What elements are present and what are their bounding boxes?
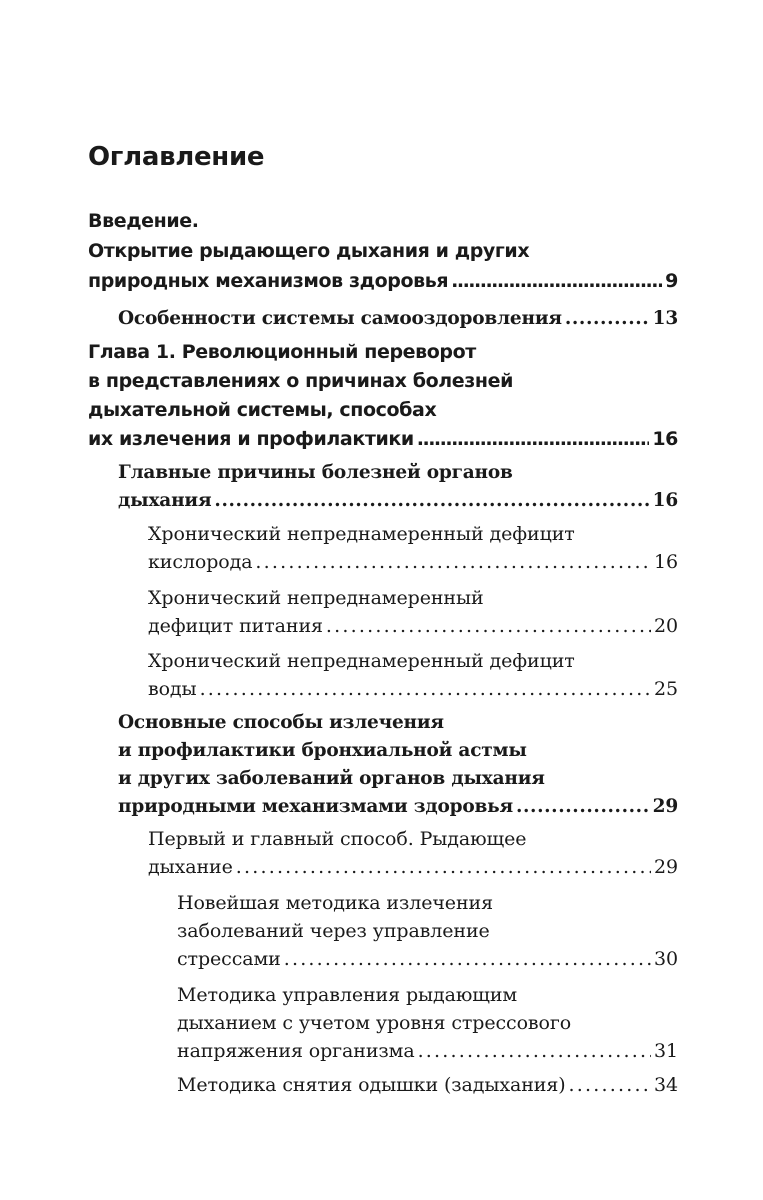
- toc-entry-line: стрессами: [177, 948, 281, 970]
- toc-entry-leader-line: [148, 852, 678, 882]
- toc-entry-stress-method[interactable]: [177, 888, 678, 974]
- toc-entry-line: Первый и главный способ. Рыдающее: [148, 828, 527, 850]
- page-number: 29: [654, 856, 678, 878]
- toc-entry-line: воды: [148, 678, 197, 700]
- dot-leader: [326, 611, 651, 641]
- toc-entry-line: Хронический непреднамеренный: [148, 587, 484, 609]
- toc-entry-main-causes[interactable]: [118, 458, 678, 516]
- toc-entry-oxygen-deficit[interactable]: [148, 519, 678, 577]
- toc-entry-line: дыхание: [148, 856, 233, 878]
- toc-entry-line: заболеваний через управление: [177, 920, 490, 942]
- toc-entry-line: их излечения и профилактики: [88, 428, 414, 450]
- toc-entry-line: в представлениях о причинах болезней: [88, 370, 514, 392]
- dot-leader: [516, 792, 650, 822]
- toc-entry-first-method[interactable]: [148, 824, 678, 882]
- toc-entry-leader-line: [177, 1070, 678, 1100]
- toc-entry-line: природных механизмов здоровья: [88, 270, 449, 292]
- dot-leader: [565, 304, 650, 334]
- toc-entry-leader-line: [148, 547, 678, 577]
- toc-entry-line: и других заболеваний органов дыхания: [118, 768, 545, 789]
- toc-entry-introduction[interactable]: [88, 206, 678, 296]
- toc-entry-leader-line: [118, 486, 678, 516]
- toc-entry-line: природными механизмами здоровья: [118, 796, 513, 817]
- page-number: 30: [654, 948, 678, 970]
- dot-leader: [284, 944, 651, 974]
- toc-entry-line: напряжения организма: [177, 1040, 415, 1062]
- toc-entry-line: и профилактики бронхиальной астмы: [118, 740, 527, 761]
- toc-entry-leader-line: [118, 792, 678, 822]
- page-title: Оглавление: [88, 142, 265, 172]
- page-number: 25: [654, 678, 678, 700]
- toc-entry-line: дыхательной системы, способах: [88, 399, 437, 421]
- toc-entry-self-healing-features[interactable]: [118, 304, 678, 334]
- toc-entry-line: Методика снятия одышки (задыхания): [177, 1074, 566, 1096]
- page-number: 20: [654, 615, 678, 637]
- toc-entry-line: дефицит питания: [148, 615, 323, 637]
- dot-leader: [569, 1070, 651, 1100]
- page-number: 31: [654, 1040, 678, 1062]
- toc-entry-line: Хронический непреднамеренный дефицит: [148, 523, 575, 545]
- dot-leader: [417, 424, 650, 454]
- toc-entry-leader-line: [177, 1036, 678, 1066]
- toc-entry-main-methods[interactable]: [118, 708, 678, 824]
- toc-entry-line: Открытие рыдающего дыхания и других: [88, 240, 530, 262]
- toc-entry-leader-line: [88, 424, 678, 454]
- dot-leader: [200, 674, 651, 704]
- dot-leader: [255, 547, 651, 577]
- toc-entry-leader-line: [148, 611, 678, 641]
- page-number: 16: [652, 428, 678, 450]
- toc-entry-line: Хронический непреднамеренный дефицит: [148, 650, 575, 672]
- toc-entry-line: Главные причины болезней органов: [118, 462, 513, 483]
- dot-leader: [451, 266, 662, 296]
- toc-entry-line: дыханием с учетом уровня стрессового: [177, 1012, 572, 1034]
- toc-entry-water-deficit[interactable]: [148, 646, 678, 704]
- toc-entry-line: Особенности системы самооздоровления: [118, 308, 562, 329]
- page-number: 29: [652, 796, 678, 817]
- dot-leader: [214, 486, 649, 516]
- page-number: 9: [665, 270, 678, 292]
- toc-entry-dyspnea-method[interactable]: [177, 1070, 678, 1100]
- toc-entry-line: Глава 1. Революционный переворот: [88, 341, 476, 363]
- toc-entry-line: Методика управления рыдающим: [177, 984, 518, 1006]
- toc-entry-line: дыхания: [118, 490, 212, 511]
- page-number: 13: [652, 308, 678, 329]
- toc-entry-leader-line: [118, 304, 678, 334]
- page-number: 16: [652, 490, 678, 511]
- toc-entry-line: Введение.: [88, 210, 199, 232]
- dot-leader: [418, 1036, 651, 1066]
- toc-entry-leader-line: [148, 674, 678, 704]
- toc-entry-nutrition-deficit[interactable]: [148, 583, 678, 641]
- toc-entry-leader-line: [88, 266, 678, 296]
- dot-leader: [236, 852, 651, 882]
- toc-entry-leader-line: [177, 944, 678, 974]
- toc-entry-line: кислорода: [148, 551, 253, 573]
- toc-entry-chapter-1[interactable]: [88, 337, 678, 453]
- page-number: 16: [654, 551, 678, 573]
- toc-entry-breathing-control-method[interactable]: [177, 980, 678, 1066]
- toc-entry-line: Основные способы излечения: [118, 712, 444, 733]
- toc-entry-line: Новейшая методика излечения: [177, 892, 493, 914]
- page-number: 34: [654, 1074, 678, 1096]
